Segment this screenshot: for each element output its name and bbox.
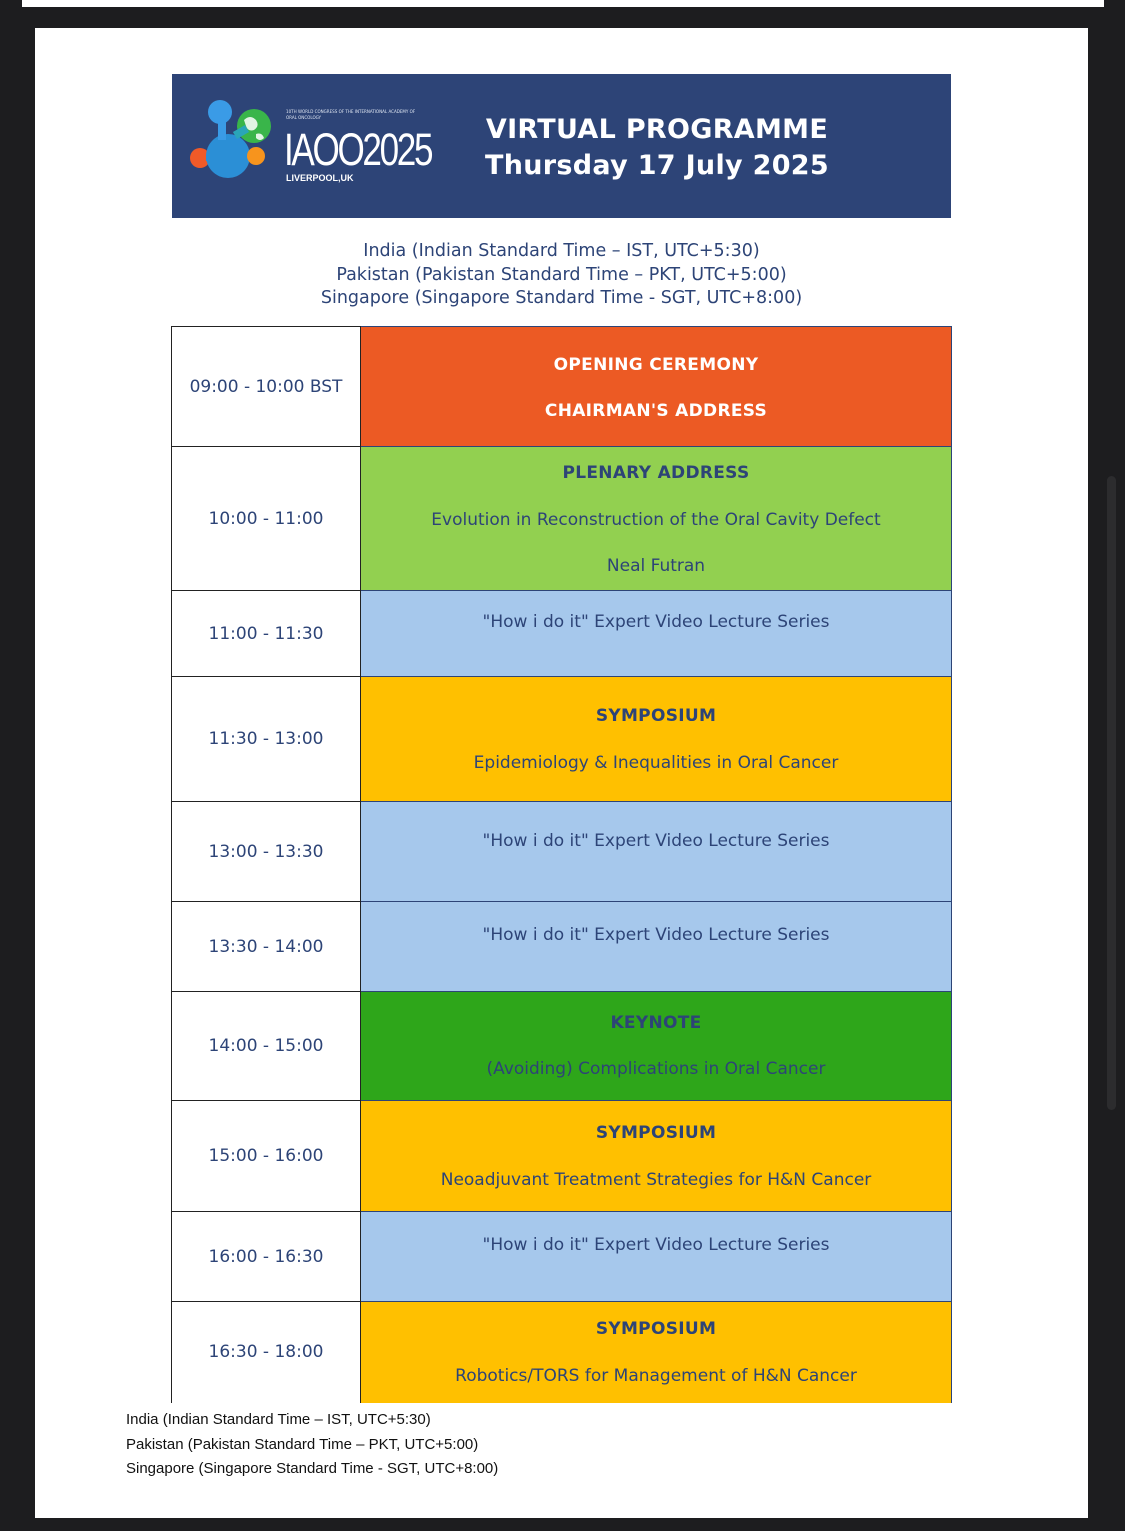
session-cell <box>361 447 952 591</box>
table-row <box>172 677 952 802</box>
session-subtitle: Robotics/TORS for Management of H&N Cancer <box>455 1366 857 1386</box>
session-subtitle: CHAIRMAN'S ADDRESS <box>544 401 768 421</box>
session-subtitle: "How i do it" Expert Video Lecture Series <box>482 925 830 945</box>
time-cell: 11:30 - 13:00 <box>172 677 361 802</box>
session-cell <box>361 902 952 992</box>
session-title: KEYNOTE <box>610 1013 702 1033</box>
time-cell: 16:30 - 18:00 <box>172 1302 361 1403</box>
banner-title <box>472 112 842 184</box>
session-title: OPENING CEREMONY <box>553 355 759 375</box>
table-row <box>172 327 952 447</box>
scrollbar[interactable] <box>1107 476 1116 1110</box>
session-cell <box>361 1101 952 1212</box>
timezone-singapore: Singapore (Singapore Standard Time - SGT, UTC+8:00) <box>320 288 803 308</box>
time-cell: 14:00 - 15:00 <box>172 992 361 1101</box>
session-title: PLENARY ADDRESS <box>562 463 750 483</box>
session-cell <box>361 992 952 1101</box>
time-cell: 13:00 - 13:30 <box>172 802 361 902</box>
session-title: SYMPOSIUM <box>595 1123 717 1143</box>
programme-banner <box>172 74 951 218</box>
session-subtitle: "How i do it" Expert Video Lecture Series <box>482 1235 830 1255</box>
timezone-pakistan: Pakistan (Pakistan Standard Time – PKT, UTC+5:00) <box>336 264 787 285</box>
session-subtitle: "How i do it" Expert Video Lecture Series <box>482 831 830 851</box>
session-title: SYMPOSIUM <box>595 1319 717 1339</box>
time-cell: 11:00 - 11:30 <box>172 591 361 677</box>
session-subtitle: (Avoiding) Complications in Oral Cancer <box>486 1059 826 1079</box>
time-cell: 15:00 - 16:00 <box>172 1101 361 1212</box>
timezone-list <box>35 240 1088 311</box>
top-edge <box>22 0 1104 7</box>
table-row <box>172 802 952 902</box>
session-speaker: Neal Futran <box>606 556 706 576</box>
logo-city: LIVERPOOL,UK <box>286 173 354 183</box>
document-page <box>35 28 1088 1518</box>
session-cell <box>361 677 952 802</box>
session-cell <box>361 1302 952 1403</box>
table-row <box>172 1302 952 1403</box>
time-cell: 09:00 - 10:00 BST <box>172 327 361 447</box>
time-cell: 16:00 - 16:30 <box>172 1212 361 1302</box>
table-row <box>172 992 952 1101</box>
session-cell <box>361 327 952 447</box>
banner-title-line-1: VIRTUAL PROGRAMME <box>485 114 829 145</box>
iaoo-logo <box>186 94 432 194</box>
session-subtitle: Evolution in Reconstruction of the Oral Cavity Defect <box>431 510 881 530</box>
session-title: SYMPOSIUM <box>595 706 717 726</box>
molecule-globe-icon <box>186 94 286 194</box>
session-subtitle: Epidemiology & Inequalities in Oral Cancer <box>473 753 839 773</box>
time-cell: 10:00 - 11:00 <box>172 447 361 591</box>
session-cell <box>361 802 952 902</box>
footer-timezone-india: India (Indian Standard Time – IST, UTC+5:30) <box>126 1411 431 1428</box>
session-subtitle: "How i do it" Expert Video Lecture Series <box>482 612 830 632</box>
table-row <box>172 591 952 677</box>
banner-title-date: Thursday 17 July 2025 <box>485 150 829 181</box>
time-cell: 13:30 - 14:00 <box>172 902 361 992</box>
timezone-india: India (Indian Standard Time – IST, UTC+5:30) <box>363 241 760 261</box>
logo-caption: 10TH WORLD CONGRESS OF THE INTERNATIONAL ACADEMY OF ORAL ONCOLOGY <box>286 110 416 121</box>
table-row <box>172 1101 952 1212</box>
footer-timezone-pakistan: Pakistan (Pakistan Standard Time – PKT, UTC+5:00) <box>126 1435 479 1453</box>
logo-wordmark: IAOO2025 <box>284 124 432 175</box>
table-row <box>172 1212 952 1302</box>
session-cell <box>361 591 952 677</box>
session-subtitle: Neoadjuvant Treatment Strategies for H&N Cancer <box>440 1170 872 1190</box>
schedule-table <box>171 326 952 1403</box>
footer-timezone-singapore: Singapore (Singapore Standard Time - SGT, UTC+8:00) <box>126 1460 499 1477</box>
table-row <box>172 902 952 992</box>
table-row <box>172 447 952 591</box>
session-cell <box>361 1212 952 1302</box>
footer-timezone-list <box>126 1408 498 1482</box>
